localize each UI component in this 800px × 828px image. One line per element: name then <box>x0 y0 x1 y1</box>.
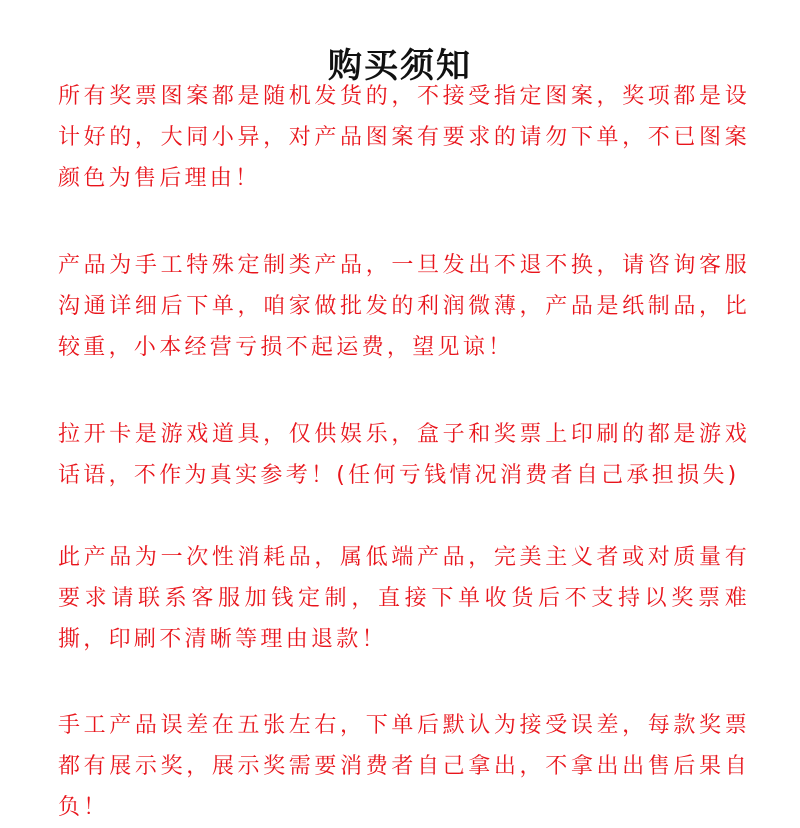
notice-no-return: 产品为手工特殊定制类产品，一旦发出不退不换，请咨询客服沟通详细后下单，咱家做批发的利润微薄，产品是纸制品，比较重，小本经营亏损不起运费，望见谅！ <box>58 253 750 360</box>
notice-consumable: 此产品为一次性消耗品，属低端产品，完美主义者或对质量有要求请联系客服加钱定制，直接下单收货后不支持以奖票难撕，印刷不清晰等理由退款！ <box>58 545 750 652</box>
notice-game-prop: 拉开卡是游戏道具，仅供娱乐，盒子和奖票上印刷的都是游戏话语，不作为真实参考！(任何亏钱情况消费者自己承担损失) <box>58 422 750 488</box>
notice-handmade-error: 手工产品误差在五张左右，下单后默认为接受误差，每款奖票都有展示奖，展示奖需要消费者自己拿出，不拿出出售后果自负！ <box>58 713 750 820</box>
page-title: 购买须知 <box>328 45 472 86</box>
notice-random-design: 所有奖票图案都是随机发货的，不接受指定图案，奖项都是设计好的，大同小异，对产品图案有要求的请勿下单，不已图案颜色为售后理由！ <box>58 84 750 191</box>
